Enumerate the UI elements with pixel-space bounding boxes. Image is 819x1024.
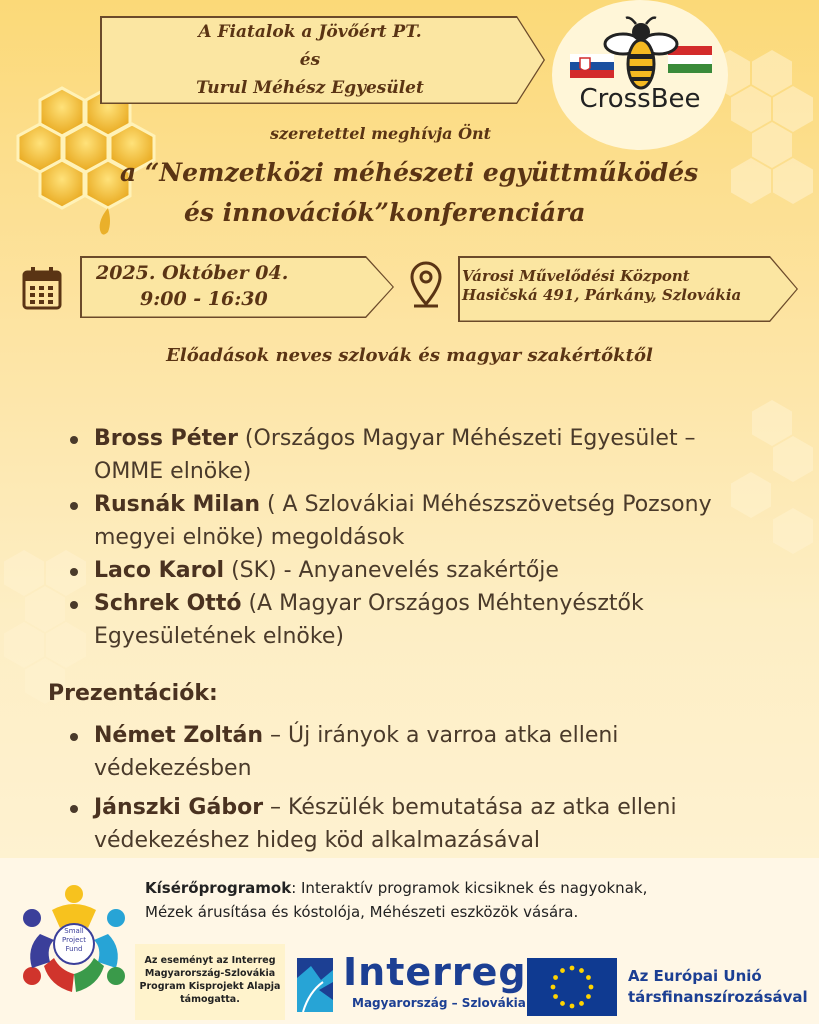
crossbee-logo-text: CrossBee — [579, 84, 701, 114]
event-address: Hasičská 491, Párkány, Szlovákia — [462, 286, 742, 304]
eu-star — [579, 1001, 584, 1006]
eu-star — [570, 966, 575, 971]
spf-logo-text: Small Project Fund — [62, 927, 86, 953]
invite-text: szeretettel meghívja Önt — [270, 124, 492, 143]
eu-star — [553, 994, 558, 999]
eu-star — [553, 975, 558, 980]
eu-star — [579, 968, 584, 973]
event-date: 2025. Október 04. — [96, 262, 289, 284]
bee-icon — [566, 14, 716, 94]
eu-flag-icon — [527, 958, 617, 1016]
calendar-icon — [22, 266, 62, 310]
interreg-subtitle: Magyarország – Szlovákia — [352, 996, 526, 1010]
list-item: Schrek Ottó (A Magyar Országos Méhtenyésztők Egyesületének elnöke) — [48, 587, 808, 653]
eu-star — [589, 985, 594, 990]
list-item: Jánszki Gábor – Készülék bemutatása az atka elleni védekezéshez hideg köd alkalmazásával — [48, 791, 808, 857]
interreg-emblem-icon — [297, 958, 333, 1012]
side-programs-text-2: Mézek árusítása és kóstolója, Méhészeti eszközök vására. — [145, 903, 579, 921]
eu-cofinance-text: Az Európai Unió társfinanszírozásával — [628, 967, 808, 1006]
organizer-1: A Fiatalok a Jövőért PT. — [198, 22, 422, 42]
location-pin-icon — [408, 260, 444, 310]
eu-star — [560, 1001, 565, 1006]
list-item: Rusnák Milan ( A Szlovákiai Méhészszövetség Pozsony megyei elnöke) megoldások — [48, 488, 808, 554]
event-venue: Városi Művelődési Központ — [462, 267, 690, 285]
eu-star — [551, 985, 556, 990]
event-time: 9:00 - 16:30 — [140, 288, 268, 310]
side-programs-text-1: : Interaktív programok kicsiknek és nagyoknak, — [291, 879, 648, 897]
lectures-subtitle: Előadások neves szlovák és magyar szakértőktől — [166, 345, 653, 366]
conference-title-line1: a “Nemzetközi méhészeti együttműködés — [120, 158, 699, 187]
conference-title-line2: és innovációk”konferenciára — [184, 198, 586, 227]
eu-star — [560, 968, 565, 973]
eu-star — [586, 975, 591, 980]
side-programs-label: Kísérőprogramok — [145, 879, 292, 897]
organizers-text — [110, 18, 510, 102]
presentations-list — [48, 719, 808, 857]
speakers-list — [48, 422, 808, 653]
presentations-heading: Prezentációk: — [48, 681, 218, 706]
eu-star — [586, 994, 591, 999]
organizer-and: és — [299, 50, 321, 70]
side-programs — [145, 876, 815, 924]
support-note: Az eseményt az Interreg Magyarország-Szlovákia Program Kisprojekt Alapja támogatta. — [135, 944, 285, 1020]
interreg-wordmark: Interreg — [343, 950, 527, 994]
list-item: Bross Péter (Országos Magyar Méhészeti Egyesület – OMME elnöke) — [48, 422, 808, 488]
list-item: Német Zoltán – Új irányok a varroa atka elleni védekezésben — [48, 719, 808, 785]
organizer-2: Turul Méhész Egyesület — [196, 78, 424, 98]
eu-star — [570, 1004, 575, 1009]
list-item: Laco Karol (SK) - Anyanevelés szakértője — [48, 554, 808, 587]
